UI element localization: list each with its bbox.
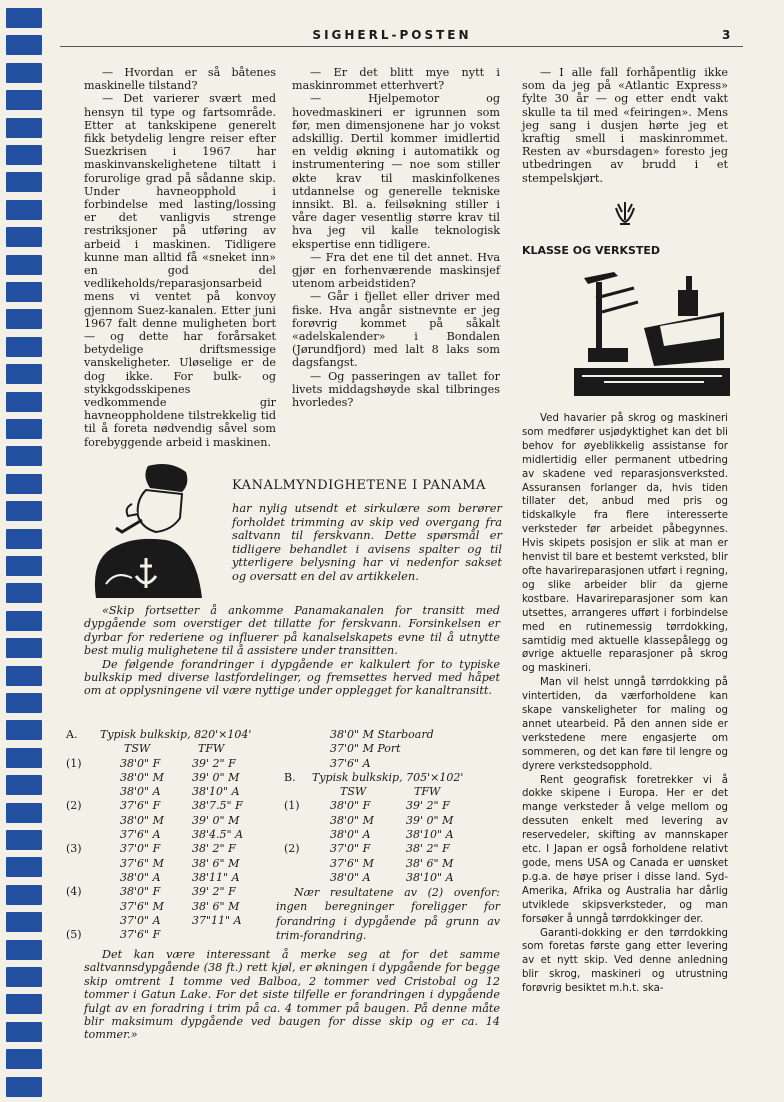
header-rule [60, 46, 743, 47]
paragraph: Ved havarier på skrog og maskineri som medfører usjødyktighet kan det bli behov for øyeblikkelig assistanse for midlertidig eller permanent utbedring av skadene ved reparasjonsverksted. Assuransen forlanger da, hvis tiden tillater det, anbud med pris og tidskalkyle fra flere interesserte verksteder før arbeidet påbegynnes. Hvis skipets posisjon er slik at man er henvist til bare et bestemt verksted, blir ofte havarireparasjonen utført i regning, og slike arbeider blir da gjerne kostbare. Havarireparasjoner som kan utsettes, arrangeres ufført i forbindelse med en rutinemessig tørrdokking, samtidig med aktuelle klassepålegg og øvrige aktuelle reparasjoner på skrog og maskineri. [522, 413, 728, 675]
paragraph: — Og passeringen av tallet for livets middagshøyde skal tilbringes hvorledes? [292, 369, 500, 410]
table-row [66, 757, 276, 771]
table-label: B. [284, 770, 296, 784]
table-row [66, 928, 276, 942]
table-cell: 37'6" A [120, 828, 161, 842]
spiral-hole [6, 775, 42, 795]
column-header-tsw: TSW [340, 785, 367, 799]
table-row [66, 871, 276, 885]
article-closing [84, 948, 500, 1042]
column-header-tfw: TFW [198, 742, 225, 756]
table-header-row [66, 742, 276, 756]
spiral-hole [6, 501, 42, 521]
table-cell: 39' 2" F [192, 885, 236, 899]
table-row [276, 814, 506, 828]
table-cell: (4) [66, 885, 82, 899]
table-cell: 38'0" M [330, 813, 374, 827]
table-cell: 38' 6" M [192, 899, 240, 913]
table-cell: 38'0" F [120, 885, 161, 899]
section-title: KLASSE OG VERKSTED [522, 244, 661, 257]
table-cell: 37'6" F [120, 799, 161, 813]
table-cell: 39' 0" M [192, 813, 240, 827]
table-cell: 38'7.5" F [192, 799, 243, 813]
table-row [276, 857, 506, 871]
paragraph: — Det varierer svært med hensyn til type og fartsområde. Etter at tankskipene generelt fikk betydelig lengre reiser efter Suezkrisen i 1967 har maskinvanskelighetene tiltatt i forurolige grad på sådanne skip. Under havneopphold i forbindelse med lasting/lossing er det vanligvis strenge restriksjoner på utføring av arbeid i maskinen. Tidligere kunne man alltid få «sneket inn» en god del vedlikeholds/reparasjonsarbeid mens vi ventet på konvoy gjennom Suez-kanalen. Etter juni 1967 falt denne muligheten bort — og dette har forårsaket betydelige driftsmessige vanskeligheter. Uløselige er de dog ikke. For bulk- og stykkgodsskipenes vedkommende gir havneoppholdene tilstrekkelig tid til å foreta nødvendig såvel som forebyggende arbeid i maskinen. [84, 92, 276, 449]
table-row [276, 828, 506, 842]
table-cell: 38' 2" F [192, 842, 236, 856]
paragraph: Nær resultatene av (2) ovenfor: ingen beregninger foreligger for forandring i dypgående på grunn av trim-forandring. [276, 886, 500, 942]
paragraph: De følgende forandringer i dypgående er kalkulert for to typiske bulkskip med diverse lastfordelinger, og fremsettes herved med håpet om at opplysningene vil være nyttige under opplegget for kanaltransitt. [84, 657, 500, 698]
table-row [276, 757, 506, 771]
table-cell: 38'0" A [120, 785, 161, 799]
page-number: 3 [722, 28, 731, 42]
table-cell: 39' 0" M [192, 770, 240, 784]
paragraph: — Hvordan er så båtenes maskinelle tilstand? [84, 66, 276, 93]
table-row [66, 828, 276, 842]
spiral-hole [6, 419, 42, 439]
spiral-hole [6, 666, 42, 686]
table-row [66, 885, 276, 899]
column-3-main [522, 412, 728, 996]
table-cell: (1) [284, 799, 300, 813]
article-intro: har nylig utsendt et sirkulære som berører forholdet trimming av skip ved overgang fra saltvann til ferskvann. Dette spørsmål er tidligere behandlet i avisens spalter og til ytterligere belysning har vi nedenfor sakset og oversatt en del av artikkelen. [232, 501, 502, 583]
spiral-hole [6, 255, 42, 275]
paragraph: — Fra det ene til det annet. Hva gjør en forhenværende maskinsjef utenom arbeidstiden? [292, 250, 500, 291]
table-cell: (3) [66, 842, 82, 856]
table-cell: 37'0" M Port [330, 742, 401, 756]
column-1 [84, 66, 276, 449]
spiral-hole [6, 830, 42, 850]
spiral-hole [6, 8, 42, 28]
table-cell: 39' 2" F [192, 756, 236, 770]
spiral-hole [6, 529, 42, 549]
table-row [66, 799, 276, 813]
table-row [66, 785, 276, 799]
table-heading [66, 728, 276, 742]
table-cell: 37'6" M [120, 899, 164, 913]
table-cell: 37'0" F [330, 842, 371, 856]
spiral-hole [6, 693, 42, 713]
spiral-hole [6, 337, 42, 357]
spiral-hole [6, 967, 42, 987]
paragraph: Rent geografisk foretrekker vi å dokke skipene i Europa. Her er det mange verksteder å velge mellom og dessuten enkelt med levering av reservedeler, skifting av mannskaper etc. I Japan er også forholdene relativt gode, mens USA og Canada er uønsket p.g.a. de høye priser i disse land. Syd-Amerika, Afrika og Australia har dårlig utviklede skipsverksteder, og man forsøker å unngå tørrdokkinger der. [522, 774, 728, 925]
table-cell: 38'10" A [406, 870, 454, 884]
table-cell: 38'10" A [192, 785, 240, 799]
table-cell: 39' 0" M [406, 813, 454, 827]
table-cell: 38'0" M [120, 813, 164, 827]
table-row [276, 842, 506, 856]
table-heading-text: Typisk bulkskip, 820'×104' [100, 728, 252, 741]
spiral-hole [6, 309, 42, 329]
table-cell: 37"11" A [192, 913, 242, 927]
table-cell: 38'0" F [120, 756, 161, 770]
table-row [276, 742, 506, 756]
table-cell: 37'0" A [120, 913, 161, 927]
spiral-hole [6, 1077, 42, 1097]
table-row [66, 914, 276, 928]
table-cell: 38'0" M Starboard [330, 728, 434, 741]
spiral-hole [6, 200, 42, 220]
paragraph: — Går i fjellet eller driver med fiske. Hva angår sistnevnte er jeg forøvrig kommet på såkalt «adelskalender» i Bondalen (Jørundfjord) med lalt 8 laks som dagsfangst. [292, 290, 500, 370]
spiral-hole [6, 940, 42, 960]
table-cell: 38' 6" M [406, 856, 454, 870]
table-cell: (2) [284, 842, 300, 856]
sailor-cartoon-icon [76, 458, 216, 598]
spiral-hole [6, 227, 42, 247]
table-cell: (1) [66, 756, 82, 770]
table-cell: 37'0" F [120, 842, 161, 856]
spiral-hole [6, 446, 42, 466]
anchor-sigil-icon [612, 198, 638, 228]
spiral-hole [6, 638, 42, 658]
spiral-hole [6, 720, 42, 740]
table-label: A. [66, 728, 78, 741]
column-header-tfw: TFW [414, 785, 441, 799]
column-header-tsw: TSW [124, 742, 151, 756]
table-cell: 38'0" F [330, 799, 371, 813]
table-cell: 38'10" A [406, 828, 454, 842]
article-body [84, 604, 500, 698]
spiral-hole [6, 474, 42, 494]
table-cell: 38'0" A [330, 870, 371, 884]
table-row [66, 771, 276, 785]
paragraph: — Er det blitt mye nytt i maskinrommet etterhvert? [292, 66, 500, 93]
table-cell: 39' 2" F [406, 799, 450, 813]
table-heading-text: Typisk bulkskip, 705'×102' [312, 770, 464, 784]
paragraph: Det kan være interessant å merke seg at for det samme saltvannsdypgående (38 ft.) rett kjøl, er økningen i dypgående for begge skip omtrent 1 tomme ved Balboa, 2 tommer ved Cristobal og 12 tommer i Gatun Lake. For det siste tilfelle er forandringen i dypgående fulgt av en foradring i trim på ca. 4 tommer på baugen. På denne måte blir maksimum dypgående ved baugen for disse skip og er ca. 14 tommer.» [84, 948, 500, 1042]
table-cell: 37'6" M [120, 856, 164, 870]
table-cell: 38'0" M [120, 770, 164, 784]
table-header-row [276, 785, 506, 799]
spiral-hole [6, 172, 42, 192]
paragraph: — I alle fall forhåpentlig ikke som da jeg på «Atlantic Express» fylte 30 år — og etter endt vakt skulle ta til med «feiringen». Mens jeg sang i dusjen hørte jeg et kraftig smell i maskinrommet. Resten av «bursdagen» foresto jeg utbedringen av brudd i et stempelskjørt. [522, 66, 728, 185]
spiral-hole [6, 364, 42, 384]
spiral-hole [6, 1049, 42, 1069]
draft-table-b [276, 728, 506, 885]
table-cell: 38'4.5" A [192, 828, 244, 842]
table-row [66, 857, 276, 871]
masthead: SIGHERL-POSTEN [312, 28, 472, 42]
paragraph: «Skip fortsetter å ankomme Panamakanalen for transitt med dypgående som overstiger det tillatte for ferskvann. Forsinkelsen er dyrbar for rederiene og influerer på kanalselskapets evne til å utnytte best mulig mulighetene til å assistere under transitten. [84, 604, 500, 658]
table-heading [276, 771, 506, 785]
spiral-hole [6, 90, 42, 110]
paragraph: — Hjelpemotor og hovedmaskineri er igrunnen som før, men dimensjonene har jo vokst adskillig. Dertil kommer imidlertid en veldig økning i automatikk og instrumentering — noe som stiller økte krav til maskinfolkenes utdannelse og generelle tekniske innsikt. Bl. a. feilsøkning stiller i våre dager vesentlig større krav til hva jeg vil kalle teknologisk ekspertise enn tidligere. [292, 92, 500, 251]
spiral-hole [6, 392, 42, 412]
table-row [276, 799, 506, 813]
table-row [66, 900, 276, 914]
table-cell: (5) [66, 928, 82, 942]
table-cell: 37'6" A [330, 756, 371, 770]
table-note [276, 886, 500, 943]
spiral-hole [6, 145, 42, 165]
table-cell: 38' 2" F [406, 842, 450, 856]
column-2 [292, 66, 500, 409]
table-row [66, 842, 276, 856]
table-cell: 37'6" M [330, 856, 374, 870]
spiral-hole [6, 282, 42, 302]
spiral-hole [6, 118, 42, 138]
table-cell: (2) [66, 799, 82, 813]
spiral-hole [6, 611, 42, 631]
spiral-hole [6, 583, 42, 603]
shipyard-illustration [574, 268, 730, 396]
column-3-top [522, 66, 728, 185]
spiral-hole [6, 556, 42, 576]
table-cell: 38'11" A [192, 870, 240, 884]
spiral-hole [6, 1022, 42, 1042]
table-row [66, 814, 276, 828]
table-cell: 38' 6" M [192, 856, 240, 870]
table-cell: 38'0" A [330, 828, 371, 842]
spiral-hole [6, 803, 42, 823]
draft-table-a [66, 728, 276, 942]
paragraph: Garanti-dokking er den tørrdokking som foretas første gang etter levering av et nytt skip. Ved denne anledning blir skrog, maskineri og utrustning forøvrig besiktet m.h.t. ska- [522, 927, 728, 995]
spiral-binding [0, 0, 40, 1102]
spiral-hole [6, 994, 42, 1014]
spiral-hole [6, 63, 42, 83]
spiral-hole [6, 748, 42, 768]
table-row [276, 728, 506, 742]
spiral-hole [6, 857, 42, 877]
spiral-hole [6, 885, 42, 905]
paragraph: Man vil helst unngå tørrdokking på vintertiden, da værforholdene kan skape vanskeligheter for maling og annet utearbeid. På den annen side er verkstedene mere engasjerte om sommeren, og det kan føre til lengre og dyrere verkstedsopphold. [522, 677, 728, 772]
table-cell: 37'6" F [120, 928, 161, 942]
table-row [276, 871, 506, 885]
article-title: KANALMYNDIGHETENE I PANAMA [232, 478, 486, 493]
table-cell: 38'0" A [120, 870, 161, 884]
spiral-hole [6, 912, 42, 932]
